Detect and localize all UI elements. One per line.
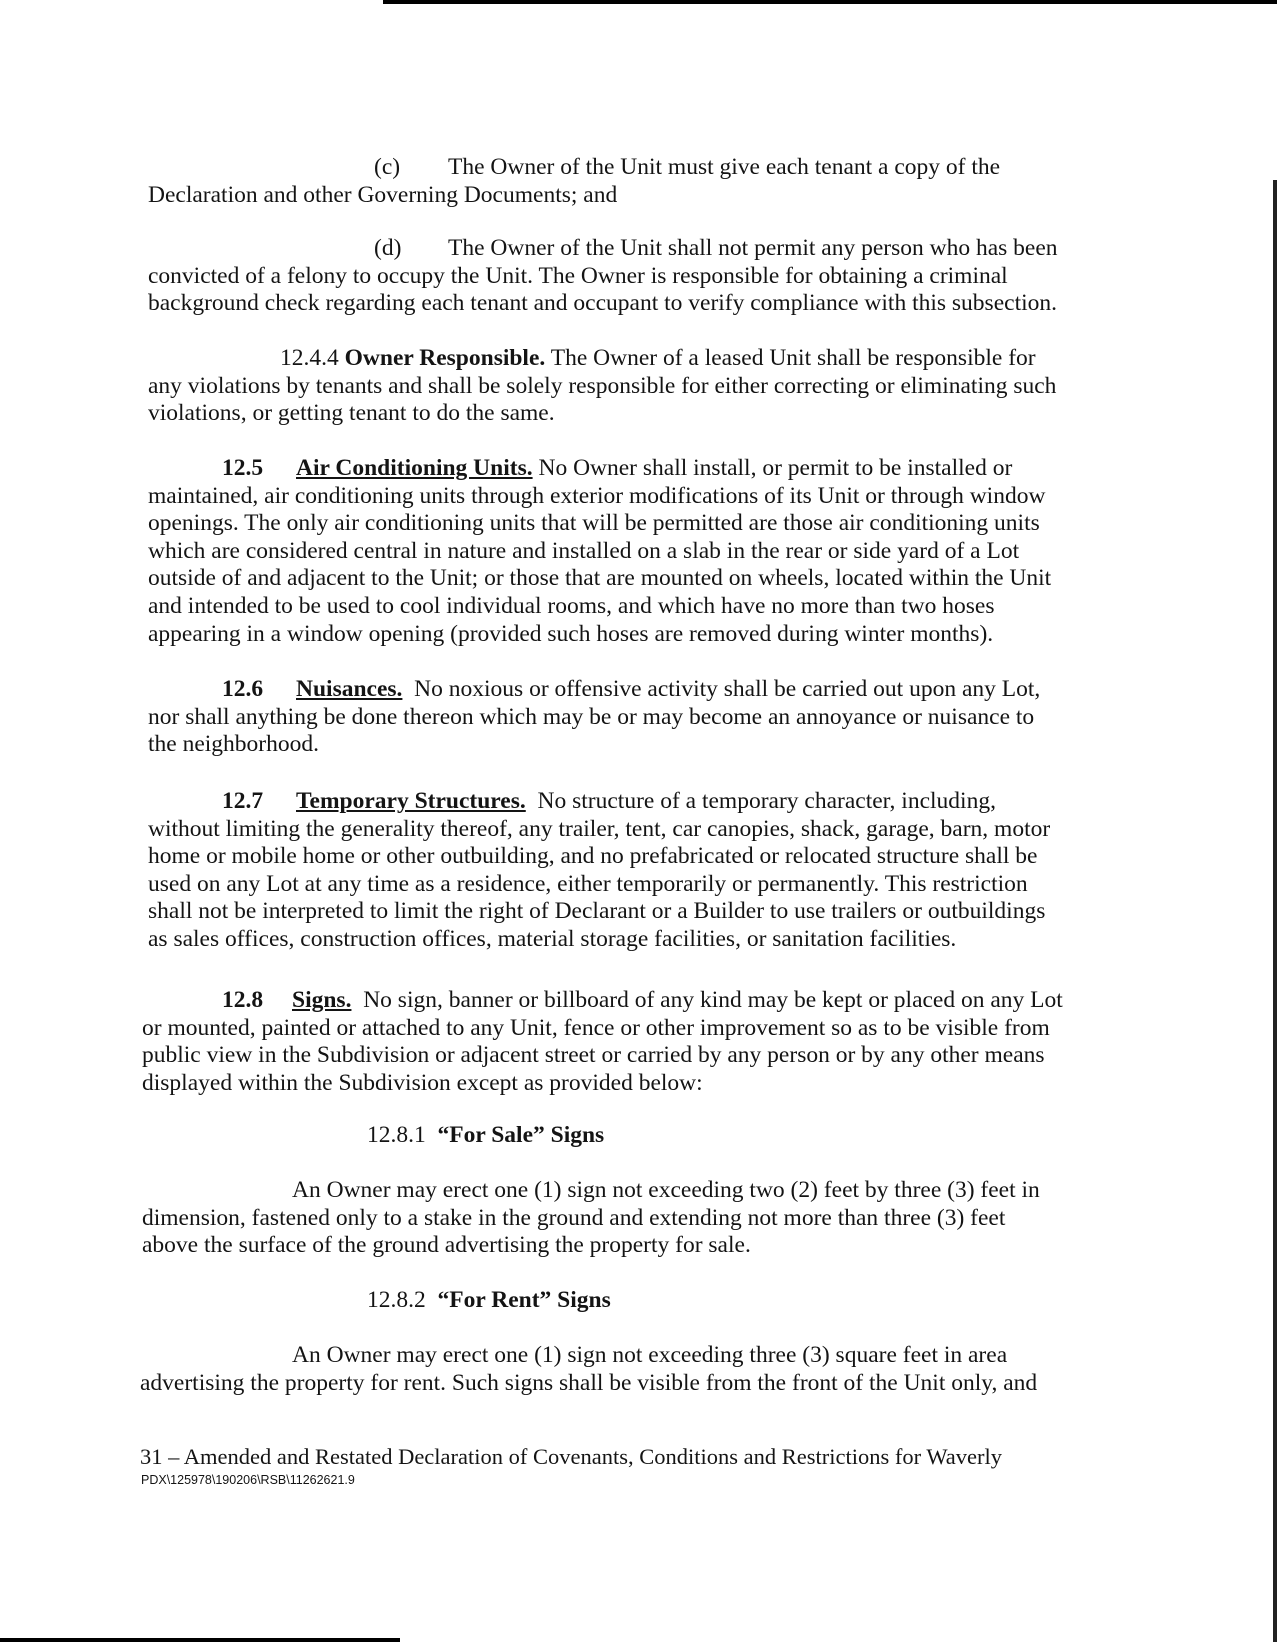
section-12-5-line-1: No Owner shall install, or permit to be installed or [538, 455, 1013, 481]
section-12-6-line-2: nor shall anything be done thereon which may be or may become an annoyance or nuisance to [148, 703, 1035, 730]
section-12-8-2-number: 12.8.2 [367, 1287, 426, 1313]
section-12-8-1-line-2: dimension, fastened only to a stake in the ground and extending not more than three (3) feet [142, 1204, 1006, 1231]
page-footer-doc-id: PDX\125978\190206\RSB\11262621.9 [141, 1473, 355, 1487]
section-12-5-heading: Air Conditioning Units. [296, 455, 533, 481]
section-12-8-1-heading: “For Sale” Signs [437, 1122, 605, 1148]
section-12-6-line-1: No noxious or offensive activity shall be carried out upon any Lot, [414, 676, 1041, 702]
section-12-5-line-7: appearing in a window opening (provided such hoses are removed during winter months). [148, 620, 994, 647]
section-12-8-2-heading: “For Rent” Signs [437, 1287, 611, 1313]
section-12-8-1-body [142, 1177, 1040, 1260]
section-12-7-line-1: No structure of a temporary character, including, [537, 788, 996, 814]
scan-edge-right [1273, 180, 1277, 1642]
section-12-6-heading: Nuisances. [296, 676, 403, 702]
paragraph-d [148, 235, 1058, 318]
section-12-8-1-line-1: An Owner may erect one (1) sign not exceeding two (2) feet by three (3) feet in [292, 1177, 1040, 1203]
section-12-5-number: 12.5 [222, 455, 264, 481]
section-12-6 [148, 676, 1040, 759]
section-12-4-4-line-2: any violations by tenants and shall be solely responsible for either correcting or eliminating such [148, 372, 1057, 399]
section-12-5-line-3: openings. The only air conditioning units that will be permitted are those air conditioning units [148, 510, 1040, 537]
section-12-6-line-3: the neighborhood. [148, 731, 319, 758]
section-12-4-4-number: 12.4.4 [280, 345, 339, 371]
scan-edge-top [383, 0, 1277, 4]
section-12-8-2-line-2: advertising the property for rent. Such signs shall be visible from the front of the Unit only, and [140, 1369, 1038, 1396]
scan-edge-bottom [0, 1638, 400, 1642]
section-12-8-1-number: 12.8.1 [367, 1122, 426, 1148]
section-12-5-line-2: maintained, air conditioning units through exterior modifications of its Unit or through window [148, 482, 1046, 509]
section-12-8-line-3: public view in the Subdivision or adjacent street or carried by any person or by any other means [142, 1042, 1045, 1069]
section-12-5-line-6: and intended to be used to cool individual rooms, and which have no more than two hoses [148, 592, 995, 619]
section-12-7-line-6: as sales offices, construction offices, material storage facilities, or sanitation facilities. [148, 925, 957, 952]
section-12-5 [148, 455, 1051, 648]
page-footer-title: 31 – Amended and Restated Declaration of Covenants, Conditions and Restrictions for Waverly [140, 1444, 1002, 1469]
section-12-8-line-1: No sign, banner or billboard of any kind may be kept or placed on any Lot [363, 987, 1063, 1013]
paragraph-c-line-1: The Owner of the Unit must give each tenant a copy of the [448, 154, 1001, 180]
section-12-5-line-4: which are considered central in nature and installed on a slab in the rear or side yard of a Lot [148, 537, 1020, 564]
section-12-8-heading: Signs. [292, 987, 352, 1013]
section-12-8-number: 12.8 [222, 987, 264, 1013]
section-12-7-line-5: shall not be interpreted to limit the right of Declarant or a Builder to use trailers or outbuildings [148, 898, 1046, 925]
paragraph-c-label: (c) [374, 154, 401, 180]
section-12-5-line-5: outside of and adjacent to the Unit; or those that are mounted on wheels, located within the Unit [148, 565, 1052, 592]
section-12-4-4-heading: Owner Responsible. [344, 345, 546, 371]
paragraph-d-label: (d) [374, 235, 402, 261]
section-12-8-2-line-1: An Owner may erect one (1) sign not exceeding three (3) square feet in area [292, 1342, 1008, 1368]
paragraph-c [148, 154, 1000, 209]
section-12-8-1-line-3: above the surface of the ground advertising the property for sale. [142, 1232, 751, 1259]
section-12-8-2-body [140, 1342, 1037, 1397]
section-12-7-line-3: home or mobile home or other outbuilding, and no prefabricated or relocated structure shall be [148, 843, 1038, 870]
paragraph-d-line-3: background check regarding each tenant and occupant to verify compliance with this subsection. [148, 290, 1057, 317]
paragraph-d-line-2: convicted of a felony to occupy the Unit. The Owner is responsible for obtaining a criminal [148, 262, 1008, 289]
section-12-8-line-4: displayed within the Subdivision except as provided below: [142, 1069, 703, 1096]
section-12-4-4-line-1: The Owner of a leased Unit shall be responsible for [550, 345, 1036, 371]
section-12-4-4-line-3: violations, or getting tenant to do the same. [148, 400, 555, 427]
paragraph-c-line-2: Declaration and other Governing Documents; and [148, 181, 618, 208]
section-12-6-number: 12.6 [222, 676, 264, 702]
section-12-8-line-2: or mounted, painted or attached to any Unit, fence or other improvement so as to be visible from [142, 1014, 1050, 1041]
section-12-8 [142, 987, 1063, 1097]
section-12-8-2-heading-line [367, 1287, 611, 1315]
section-12-8-1-heading-line [367, 1122, 604, 1150]
section-12-7-number: 12.7 [222, 788, 264, 814]
section-12-4-4 [148, 345, 1056, 428]
section-12-7-heading: Temporary Structures. [296, 788, 526, 814]
section-12-7-line-2: without limiting the generality thereof, any trailer, tent, car canopies, shack, garage, barn, motor [148, 815, 1051, 842]
section-12-7 [148, 788, 1050, 954]
paragraph-d-line-1: The Owner of the Unit shall not permit any person who has been [448, 235, 1058, 261]
section-12-7-line-4: used on any Lot at any time as a residence, either temporarily or permanently. This restriction [148, 870, 1028, 897]
